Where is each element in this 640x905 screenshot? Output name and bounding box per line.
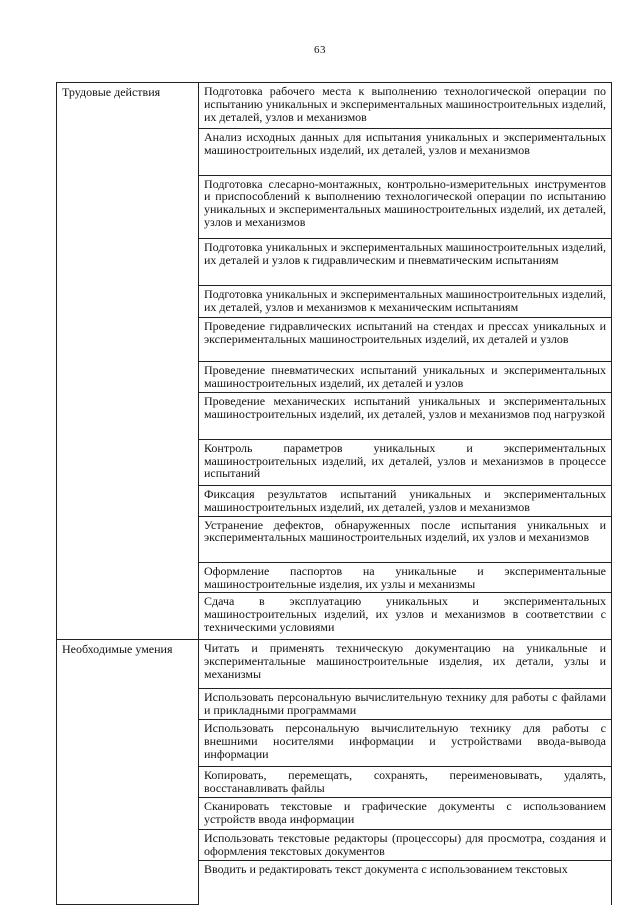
table-cell: Проведение пневматических испытаний уникальных и экспериментальных машиностроительных изделий, их деталей и узлов: [199, 361, 612, 392]
section-label-labor-actions: Трудовые действия: [57, 83, 199, 640]
table-row: [57, 640, 612, 689]
table-cell: Проведение гидравлических испытаний на стендах и прессах уникальных и экспериментальных машиностроительных изделий, их деталей и узлов: [199, 317, 612, 361]
table-cell: Подготовка рабочего места к выполнению технологической операции по испытанию уникальных и экспериментальных машиностроительных изделий, их деталей, узлов и механизмов: [199, 83, 612, 129]
table-cell: Проведение механических испытаний уникальных и экспериментальных машиностроительных изделий, их деталей, узлов и механизмов под нагрузкой: [199, 392, 612, 439]
table-cell: Сканировать текстовые и графические документы с использованием устройств ввода информации: [199, 798, 612, 830]
table-cell: Использовать текстовые редакторы (процессоры) для просмотра, создания и оформления текстовых документов: [199, 830, 612, 860]
table-cell: Оформление паспортов на уникальные и экспериментальные машиностроительные изделия, их узлы и механизмы: [199, 563, 612, 593]
table-cell: Анализ исходных данных для испытания уникальных и экспериментальных машиностроительных изделий, их деталей, узлов и механизмов: [199, 128, 612, 175]
table-cell: Подготовка уникальных и экспериментальных машиностроительных изделий, их деталей и узлов к гидравлическим и пневматическим испытаниям: [199, 238, 612, 285]
table-row: [57, 83, 612, 129]
competency-table: [56, 82, 612, 905]
table-cell: Читать и применять техническую документацию на уникальные и экспериментальные машиностроительные изделия, их детали, узлы и механизмы: [199, 640, 612, 689]
table-cell: Вводить и редактировать текст документа с использованием текстовых: [199, 860, 612, 904]
table-cell: Подготовка слесарно-монтажных, контрольно-измерительных инструментов и приспособлений к выполнению технологической операции по испытанию уникальных и экспериментальных машиностроительных изделий, их деталей, узлов и механизмов: [199, 175, 612, 238]
page-number: 63: [314, 44, 326, 56]
table-cell: Сдача в эксплуатацию уникальных и экспериментальных машиностроительных изделий, их узлов и механизмов в соответствии с техническими условиями: [199, 593, 612, 640]
table-cell: Устранение дефектов, обнаруженных после испытания уникальных и экспериментальных машиностроительных изделий, их узлов и механизмов: [199, 516, 612, 563]
table-cell: Использовать персональную вычислительную технику для работы с файлами и прикладными программами: [199, 689, 612, 720]
table-cell: Фиксация результатов испытаний уникальных и экспериментальных машиностроительных изделий, их деталей, узлов и механизмов: [199, 486, 612, 516]
table-cell: Использовать персональную вычислительную технику для работы с внешними носителями информации и устройствами ввода-вывода информации: [199, 720, 612, 767]
table-cell: Контроль параметров уникальных и экспериментальных машиностроительных изделий, их деталей, узлов и механизмов в процессе испытаний: [199, 439, 612, 486]
table-cell: Подготовка уникальных и экспериментальных машиностроительных изделий, их деталей, узлов и механизмов к механическим испытаниям: [199, 285, 612, 317]
table-cell: Копировать, перемещать, сохранять, переименовывать, удалять, восстанавливать файлы: [199, 767, 612, 798]
section-label-required-skills: Необходимые умения: [57, 640, 199, 905]
